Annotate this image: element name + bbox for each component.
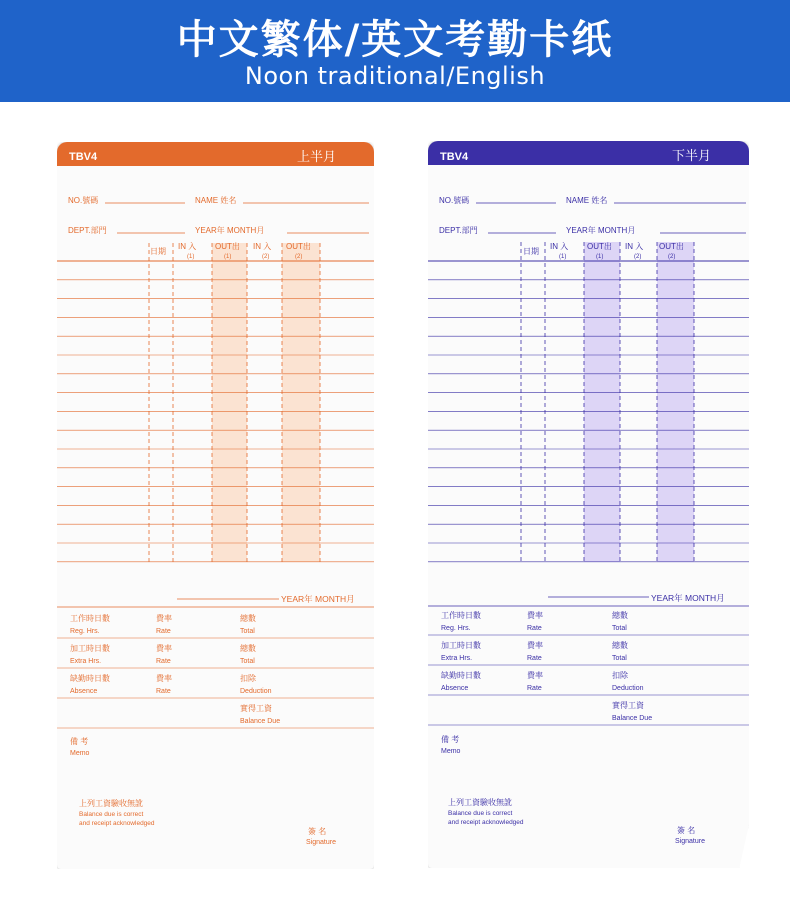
balance-cn: 實得工資 xyxy=(240,704,272,713)
ack-en-1: Balance due is correct xyxy=(448,810,513,817)
time-grid xyxy=(57,243,374,562)
card-half-label: 下半月 xyxy=(672,148,712,163)
memo-cn: 備 考 xyxy=(70,737,89,746)
no-label: NO.號碼 xyxy=(439,196,470,205)
header-banner xyxy=(0,0,790,102)
col-out1: OUT出 xyxy=(587,242,612,251)
col-out1-num: (1) xyxy=(596,254,604,260)
name-label: NAME 姓名 xyxy=(195,196,237,205)
deduction-cn: 扣除 xyxy=(612,671,628,680)
reg-hrs-en: Reg. Hrs. xyxy=(441,625,471,632)
summary-year-month: YEAR年 MONTH月 xyxy=(651,593,725,603)
time-grid xyxy=(428,242,749,562)
sign-en: Signature xyxy=(306,839,336,846)
banner-title: 中文繁体/英文考勤卡纸 xyxy=(176,17,614,63)
col-in1-num: (1) xyxy=(187,254,195,260)
sign-cn: 簽 名 xyxy=(308,827,327,836)
memo-cn: 備 考 xyxy=(441,735,460,744)
col-in2-num: (2) xyxy=(262,254,270,260)
extra-hrs-cn: 加工時日數 xyxy=(70,644,110,653)
reg-hrs-cn: 工作時日數 xyxy=(441,611,481,620)
absence-en: Absence xyxy=(70,688,98,695)
col-in2-num: (2) xyxy=(634,254,642,260)
out1-shade xyxy=(212,243,247,562)
extra-hrs-en: Extra Hrs. xyxy=(70,658,102,665)
col-in2: IN 入 xyxy=(253,242,272,251)
card-half-label: 上半月 xyxy=(297,149,337,164)
col-day: 日期 xyxy=(523,247,539,256)
rate-en-1: Rate xyxy=(156,628,171,635)
summary-year-month: YEAR年 MONTH月 xyxy=(281,594,355,604)
out2-shade xyxy=(657,242,694,562)
ack-en-2: and receipt acknowledged xyxy=(448,819,524,826)
col-out2-num: (2) xyxy=(295,254,303,260)
col-out2: OUT出 xyxy=(286,242,311,251)
out1-shade xyxy=(584,242,620,562)
memo-en: Memo xyxy=(441,748,461,755)
col-in2: IN 入 xyxy=(625,242,644,251)
total-en-1: Total xyxy=(612,625,627,632)
rate-cn-2: 費率 xyxy=(527,641,543,650)
rate-en-2: Rate xyxy=(156,658,171,665)
no-label: NO.號碼 xyxy=(68,196,99,205)
deduction-cn: 扣除 xyxy=(240,674,256,683)
col-out1: OUT出 xyxy=(215,242,240,251)
year-month-label: YEAR年 MONTH月 xyxy=(566,226,636,235)
time-card-right-graphic xyxy=(428,141,749,868)
balance-cn: 實得工資 xyxy=(612,701,644,710)
time-card-second-half xyxy=(428,141,749,868)
ack-cn: 上列工資驗收無訛 xyxy=(79,799,143,808)
time-card-first-half xyxy=(57,142,374,869)
col-out2-num: (2) xyxy=(668,254,676,260)
banner-subtitle: Noon traditional/English xyxy=(244,62,546,90)
deduction-en: Deduction xyxy=(612,685,644,692)
ack-en-1: Balance due is correct xyxy=(79,811,144,818)
rate-cn-1: 費率 xyxy=(527,611,543,620)
memo-en: Memo xyxy=(70,750,90,757)
total-cn-2: 總數 xyxy=(240,644,256,653)
total-cn-1: 總數 xyxy=(240,614,256,623)
year-month-label: YEAR年 MONTH月 xyxy=(195,226,265,235)
sign-en: Signature xyxy=(675,838,705,845)
col-day: 日期 xyxy=(150,247,166,256)
total-en-1: Total xyxy=(240,628,255,635)
rate-cn-3: 費率 xyxy=(527,671,543,680)
name-label: NAME 姓名 xyxy=(566,196,608,205)
col-in1-num: (1) xyxy=(559,254,567,260)
sign-cn: 簽 名 xyxy=(677,826,696,835)
total-cn-1: 總數 xyxy=(612,611,628,620)
time-card-left-graphic xyxy=(57,142,374,869)
col-out2: OUT出 xyxy=(659,242,684,251)
dept-label: DEPT.部門 xyxy=(68,226,107,235)
rate-en-2: Rate xyxy=(527,655,542,662)
rate-cn-2: 費率 xyxy=(156,644,172,653)
rate-en-3: Rate xyxy=(156,688,171,695)
total-en-2: Total xyxy=(240,658,255,665)
col-out1-num: (1) xyxy=(224,254,232,260)
rate-cn-3: 費率 xyxy=(156,674,172,683)
ack-cn: 上列工資驗收無訛 xyxy=(448,798,512,807)
out2-shade xyxy=(282,243,320,562)
ack-en-2: and receipt acknowledged xyxy=(79,820,155,827)
dept-label: DEPT.部門 xyxy=(439,226,478,235)
absence-en: Absence xyxy=(441,685,469,692)
absence-cn: 缺勤時日數 xyxy=(441,671,481,680)
rate-cn-1: 費率 xyxy=(156,614,172,623)
balance-en: Balance Due xyxy=(612,715,653,722)
col-in1: IN 入 xyxy=(178,242,197,251)
extra-hrs-cn: 加工時日數 xyxy=(441,641,481,650)
reg-hrs-cn: 工作時日數 xyxy=(70,614,110,623)
extra-hrs-en: Extra Hrs. xyxy=(441,655,473,662)
card-model: TBV4 xyxy=(440,151,469,163)
col-in1: IN 入 xyxy=(550,242,569,251)
rate-en-1: Rate xyxy=(527,625,542,632)
balance-en: Balance Due xyxy=(240,718,281,725)
deduction-en: Deduction xyxy=(240,688,272,695)
total-cn-2: 總數 xyxy=(612,641,628,650)
reg-hrs-en: Reg. Hrs. xyxy=(70,628,100,635)
card-model: TBV4 xyxy=(69,151,98,163)
absence-cn: 缺勤時日數 xyxy=(70,674,110,683)
rate-en-3: Rate xyxy=(527,685,542,692)
total-en-2: Total xyxy=(612,655,627,662)
